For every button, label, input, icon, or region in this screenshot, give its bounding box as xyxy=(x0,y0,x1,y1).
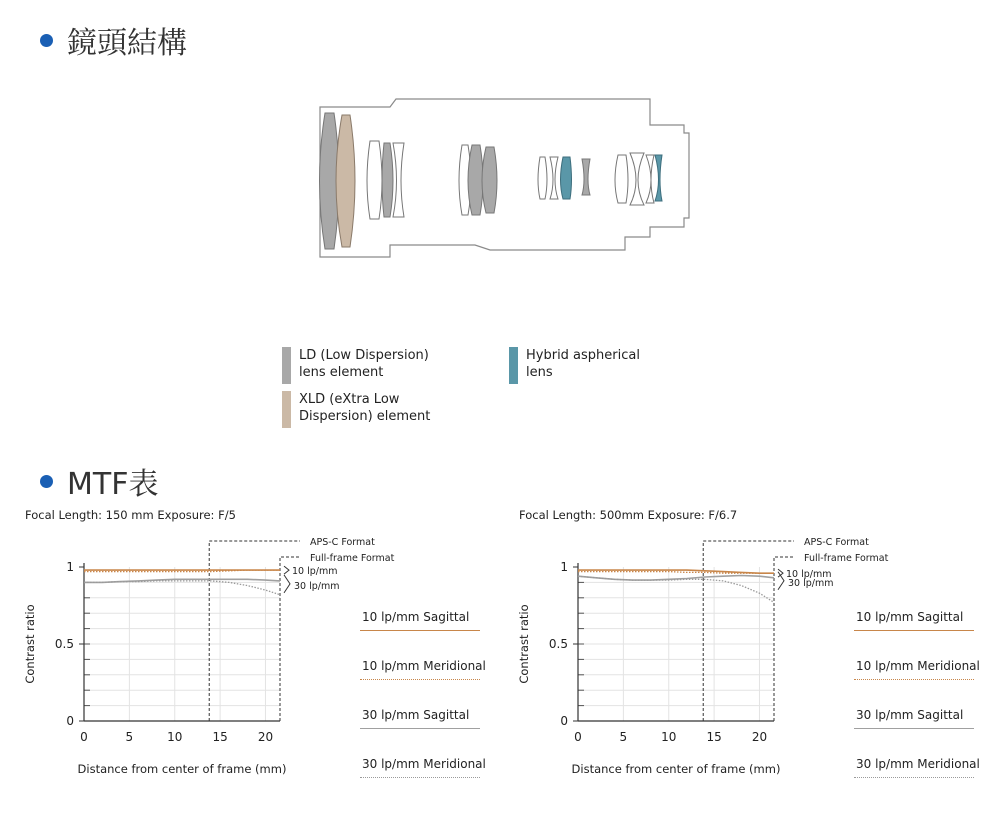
series-legend-label: 10 lp/mm Meridional xyxy=(856,659,980,673)
series-line-3 xyxy=(578,576,774,602)
annotation-30-lpmm: 30 lp/mm xyxy=(294,580,340,592)
lens-element-xld-front xyxy=(336,115,355,247)
y-tick-label: 0 xyxy=(560,714,568,728)
y-axis-label: Contrast ratio xyxy=(517,604,531,684)
x-tick-label: 0 xyxy=(574,730,582,744)
lens-element-clear xyxy=(615,155,628,203)
blue-dot-bullet-icon xyxy=(40,34,53,47)
lens-element-clear xyxy=(538,157,547,199)
blue-dot-bullet-icon xyxy=(40,475,53,488)
x-axis-label: Distance from center of frame (mm) xyxy=(77,762,287,776)
lens-element-clear xyxy=(367,141,382,219)
x-tick-label: 10 xyxy=(661,730,677,744)
series-legend-line xyxy=(360,679,480,680)
lens-element-ld xyxy=(468,145,483,215)
x-tick-label: 15 xyxy=(212,730,228,744)
lens-construction-title-text: 鏡頭結構 xyxy=(67,26,187,61)
series-line-0 xyxy=(578,570,774,573)
hybrid-swatch-icon xyxy=(509,347,518,384)
legend-item-hybrid xyxy=(509,347,640,384)
y-tick-label: 0.5 xyxy=(54,637,74,651)
series-legend-label: 30 lp/mm Sagittal xyxy=(362,708,470,722)
series-legend-label: 30 lp/mm Meridional xyxy=(362,757,486,771)
annotation-bracket-30 xyxy=(284,575,290,593)
y-tick-label: 1 xyxy=(66,560,74,574)
mtf-series-legend-500mm xyxy=(854,610,980,790)
lens-element-clear xyxy=(393,143,404,217)
chart-header: Focal Length: 500mm Exposure: F/6.7 xyxy=(519,508,738,522)
x-tick-label: 20 xyxy=(751,730,768,744)
lens-cross-section-diagram xyxy=(300,95,700,263)
lens-construction-title xyxy=(40,18,187,62)
x-tick-label: 20 xyxy=(257,730,274,744)
y-tick-label: 1 xyxy=(560,560,568,574)
annotation-10-lpmm: 10 lp/mm xyxy=(292,566,338,578)
mtf-series-legend-150mm xyxy=(360,610,486,790)
series-legend-line xyxy=(854,728,974,729)
ld-swatch-icon xyxy=(282,347,291,384)
legend-xld-text: XLD (eXtra Low Dispersion) element xyxy=(299,392,431,424)
series-legend-label: 10 lp/mm Meridional xyxy=(362,659,486,673)
aps-c-boundary-line xyxy=(703,541,794,721)
lens-element-hybrid-aspherical xyxy=(655,155,662,201)
series-line-3 xyxy=(84,581,280,595)
series-legend-line xyxy=(854,630,974,631)
aps-c-format-label: APS-C Format xyxy=(310,537,375,548)
chart-header: Focal Length: 150 mm Exposure: F/5 xyxy=(25,508,236,522)
series-legend-label: 30 lp/mm Sagittal xyxy=(856,708,964,722)
series-legend-label: 10 lp/mm Sagittal xyxy=(362,610,470,624)
series-legend-label: 10 lp/mm Sagittal xyxy=(856,610,964,624)
y-tick-label: 0 xyxy=(66,714,74,728)
x-tick-label: 10 xyxy=(167,730,183,744)
mtf-chart-title-text: MTF表 xyxy=(67,467,159,502)
series-legend-line xyxy=(854,777,974,778)
full-frame-format-label: Full-frame Format xyxy=(804,553,889,564)
mtf-chart-title xyxy=(40,459,158,503)
lens-element-clear xyxy=(630,153,644,205)
legend-item-ld xyxy=(282,347,429,384)
xld-swatch-icon xyxy=(282,391,291,428)
lens-element-ld xyxy=(382,143,393,217)
y-axis-label: Contrast ratio xyxy=(23,604,37,684)
legend-item-xld xyxy=(282,391,430,428)
x-tick-label: 5 xyxy=(619,730,628,744)
series-line-2 xyxy=(578,576,774,581)
annotation-bracket-10 xyxy=(284,566,289,574)
series-legend-line xyxy=(854,679,974,680)
series-legend-line xyxy=(360,728,480,729)
y-tick-label: 0.5 xyxy=(548,637,568,651)
series-legend-line xyxy=(360,777,480,778)
lens-element-hybrid-aspherical xyxy=(561,157,572,199)
legend-ld-text: LD (Low Dispersion) lens element xyxy=(299,348,429,380)
x-axis-label: Distance from center of frame (mm) xyxy=(571,762,781,776)
lens-element-ld xyxy=(582,159,590,195)
lens-element-clear xyxy=(646,155,654,203)
x-tick-label: 15 xyxy=(706,730,722,744)
full-frame-format-label: Full-frame Format xyxy=(310,553,395,564)
series-legend-line xyxy=(360,630,480,631)
lens-element-ld xyxy=(482,147,497,213)
annotation-10-lpmm: 10 lp/mm xyxy=(786,569,832,581)
annotation-30-lpmm: 30 lp/mm xyxy=(788,577,834,589)
x-tick-label: 0 xyxy=(80,730,88,744)
lens-element-clear xyxy=(550,157,558,199)
legend-hybrid-text: Hybrid aspherical lens xyxy=(526,348,640,380)
x-tick-label: 5 xyxy=(125,730,134,744)
series-legend-label: 30 lp/mm Meridional xyxy=(856,757,980,771)
aps-c-format-label: APS-C Format xyxy=(804,537,869,548)
